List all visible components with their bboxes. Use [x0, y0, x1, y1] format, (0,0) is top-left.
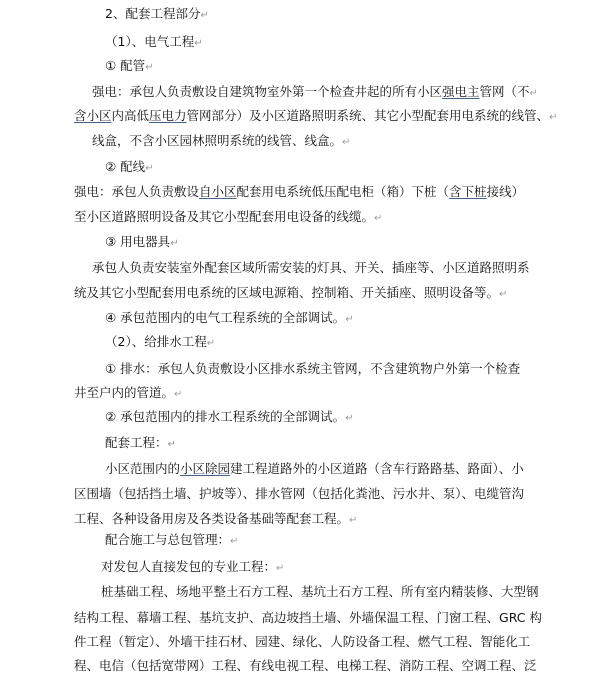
subsection-heading: （2）、给排水工程↵ [105, 334, 216, 349]
text-line: 线盒，不含小区园林照明系统的线管、线盒。↵ [92, 133, 351, 148]
item-heading: ① 配管↵ [105, 58, 154, 73]
item-heading: ② 配线↵ [105, 159, 154, 174]
text-line: 工程、各种设备用房及各类设备基础等配套工程。↵ [74, 511, 358, 526]
paragraph-mark-icon: ↵ [194, 38, 203, 49]
text-line: 结构工程、幕墙工程、基坑支护、高边坡挡土墙、外墙保温工程、门窗工程、GRC 构 [74, 610, 542, 625]
text-line: 承包人负责安装室外配套区域所需安装的灯具、开关、插座等、小区道路照明系 [92, 260, 530, 275]
paragraph-mark-icon: ↵ [230, 536, 239, 547]
text-line: 对发包人直接发包的专业工程：↵ [101, 559, 285, 574]
paragraph-mark-icon: ↵ [374, 213, 383, 224]
section-label: 配合施工与总包管理：↵ [105, 532, 239, 547]
paragraph-mark-icon: ↵ [167, 439, 176, 450]
paragraph-mark-icon: ↵ [349, 515, 358, 526]
text-line: 井至户内的管道。↵ [74, 385, 183, 400]
text-line: 小区范围内的小区除园建工程道路外的小区道路（含车行路路基、路面）、小 [105, 461, 524, 476]
section-heading: 2、配套工程部分↵ [105, 6, 209, 21]
item-heading: ④ 承包范围内的电气工程系统的全部调试。↵ [105, 310, 354, 325]
item-heading: ③ 用电器具↵ [105, 234, 179, 249]
paragraph-mark-icon: ↵ [174, 389, 183, 400]
paragraph-mark-icon: ↵ [276, 563, 285, 574]
paragraph-mark-icon: ↵ [145, 62, 154, 73]
text-line: ① 排水：承包人负责敷设小区排水系统主管网，不含建筑物户外第一个检查 [105, 361, 521, 376]
subsection-heading: （1）、电气工程↵ [105, 34, 203, 49]
paragraph-mark-icon: ↵ [549, 112, 558, 123]
paragraph-mark-icon: ↵ [529, 88, 538, 99]
paragraph-mark-icon: ↵ [345, 413, 354, 424]
paragraph-mark-icon: ↵ [200, 10, 209, 21]
text-line: 强电：承包人负责敷设自小区配套用电系统低压配电柜（箱）下桩（含下桩接线） [74, 184, 525, 199]
text-line: 件工程（暂定）、外墙干挂石材、园建、绿化、人防设备工程、燃气工程、智能化工 [74, 634, 531, 649]
paragraph-mark-icon: ↵ [145, 163, 154, 174]
paragraph-mark-icon: ↵ [206, 338, 216, 349]
paragraph-mark-icon: ↵ [345, 314, 354, 325]
text-line: 区围墙（包括挡土墙、护坡等）、排水管网（包括化粪池、污水井、泵）、电缆管沟 [74, 486, 525, 501]
section-label: 配套工程：↵ [105, 435, 176, 450]
paragraph-mark-icon: ↵ [170, 238, 179, 249]
text-line: 桩基础工程、场地平整土石方工程、基坑土石方工程、所有室内精装修、大型钢 [101, 584, 539, 599]
text-line: 至小区道路照明设备及其它小型配套用电设备的线缆。↵ [74, 209, 383, 224]
paragraph-mark-icon: ↵ [342, 137, 351, 148]
text-line: 含小区内高低压电力管网部分）及小区道路照明系统、其它小型配套用电系统的线管、↵ [74, 108, 558, 123]
text-line: 统及其它小型配套用电系统的区域电源箱、控制箱、开关插座、照明设备等。↵ [74, 285, 508, 300]
text-line: 强电：承包人负责敷设自建筑物室外第一个检查井起的所有小区强电主管网（不↵ [92, 84, 538, 99]
text-line: 程、电信（包括宽带网）工程、有线电视工程、电梯工程、消防工程、空调工程、泛 [74, 658, 537, 673]
paragraph-mark-icon: ↵ [499, 289, 508, 300]
item-heading: ② 承包范围内的排水工程系统的全部调试。↵ [105, 409, 354, 424]
